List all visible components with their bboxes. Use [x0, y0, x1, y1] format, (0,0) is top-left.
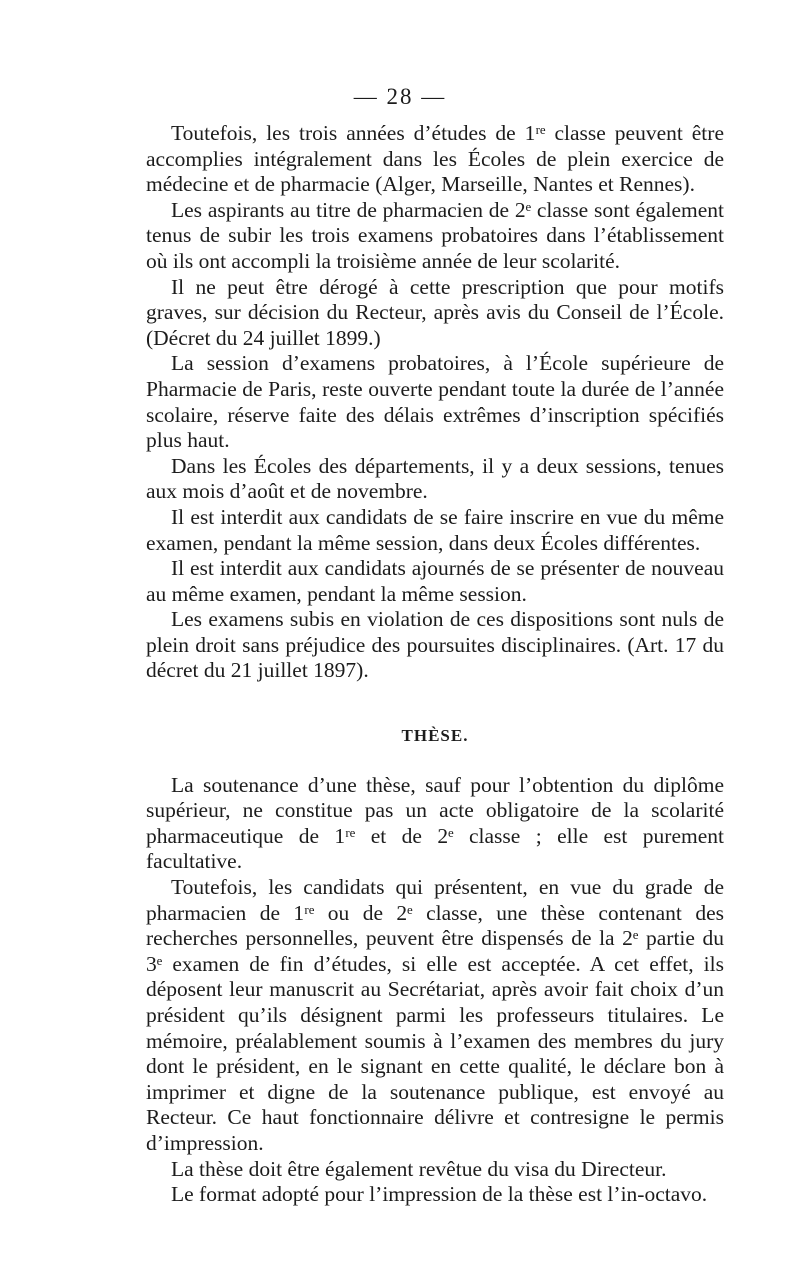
paragraph: Il ne peut être dérogé à cette prescription que pour motifs graves, sur décision du Recteur, après avis du Conseil de l’École. (Décret du 24 juillet 1899.) [146, 274, 724, 350]
page-number: — 28 — [353, 84, 447, 109]
paragraph: Il est interdit aux candidats de se faire inscrire en vue du même examen, pendant la même session, dans deux Écoles différentes. [146, 504, 724, 555]
paragraph: Toutefois, les candidats qui présentent, en vue du grade de pharmacien de 1ʳᵉ ou de 2ᵉ classe, une thèse contenant des recherches personnelles, peuvent être dispensés de la 2ᵉ partie du 3ᵉ examen de fin d’études, si elle est acceptée. A cet effet, ils déposent leur manuscrit au Secrétariat, après avoir fait choix d’un président qu’ils désignent parmi les professeurs titulaires. Le mémoire, préalablement soumis à l’examen des membres du jury dont le président, en le signant en cette qualité, le déclare bon à imprimer et digne de la soutenance publique, est envoyé au Recteur. Ce haut fonctionnaire délivre et contresigne le permis d’impression. [146, 875, 724, 1155]
section-heading: THÈSE. [401, 726, 469, 746]
paragraph: Les aspirants au titre de pharmacien de 2ᵉ classe sont également tenus de subir les trois examens probatoires dans l’établissement où ils ont accompli la troisième année de leur scolarité. [146, 197, 724, 273]
paragraph: Le format adopté pour l’impression de la thèse est l’in-octavo. [171, 1182, 708, 1207]
paragraph: Il est interdit aux candidats ajournés de se présenter de nouveau au même examen, pendant la même session. [146, 556, 724, 606]
paragraph: Les examens subis en violation de ces dispositions sont nuls de plein droit sans préjudice des poursuites disciplinaires. (Art. 17 du décret du 21 juillet 1897). [146, 607, 724, 683]
body-text [146, 121, 724, 1208]
paragraph: La soutenance d’une thèse, sauf pour l’obtention du diplôme supérieur, ne constitue pas un acte obligatoire de la scolarité pharmaceutique de 1ʳᵉ et de 2ᵉ classe ; elle est purement facultative. [146, 772, 724, 874]
paragraph: La thèse doit être également revêtue du visa du Directeur. [171, 1156, 667, 1181]
paragraph: Dans les Écoles des départements, il y a deux sessions, tenues aux mois d’août et de novembre. [146, 453, 724, 504]
paragraph: Toutefois, les trois années d’études de 1ʳᵉ classe peuvent être accomplies intégralement dans les Écoles de plein exercice de médecine et de pharmacie (Alger, Marseille, Nantes et Rennes). [146, 121, 724, 197]
paragraph: La session d’examens probatoires, à l’École supérieure de Pharmacie de Paris, reste ouverte pendant toute la durée de l’année scolaire, réserve faite des délais extrêmes d’inscription spécifiés plus haut. [146, 351, 724, 453]
